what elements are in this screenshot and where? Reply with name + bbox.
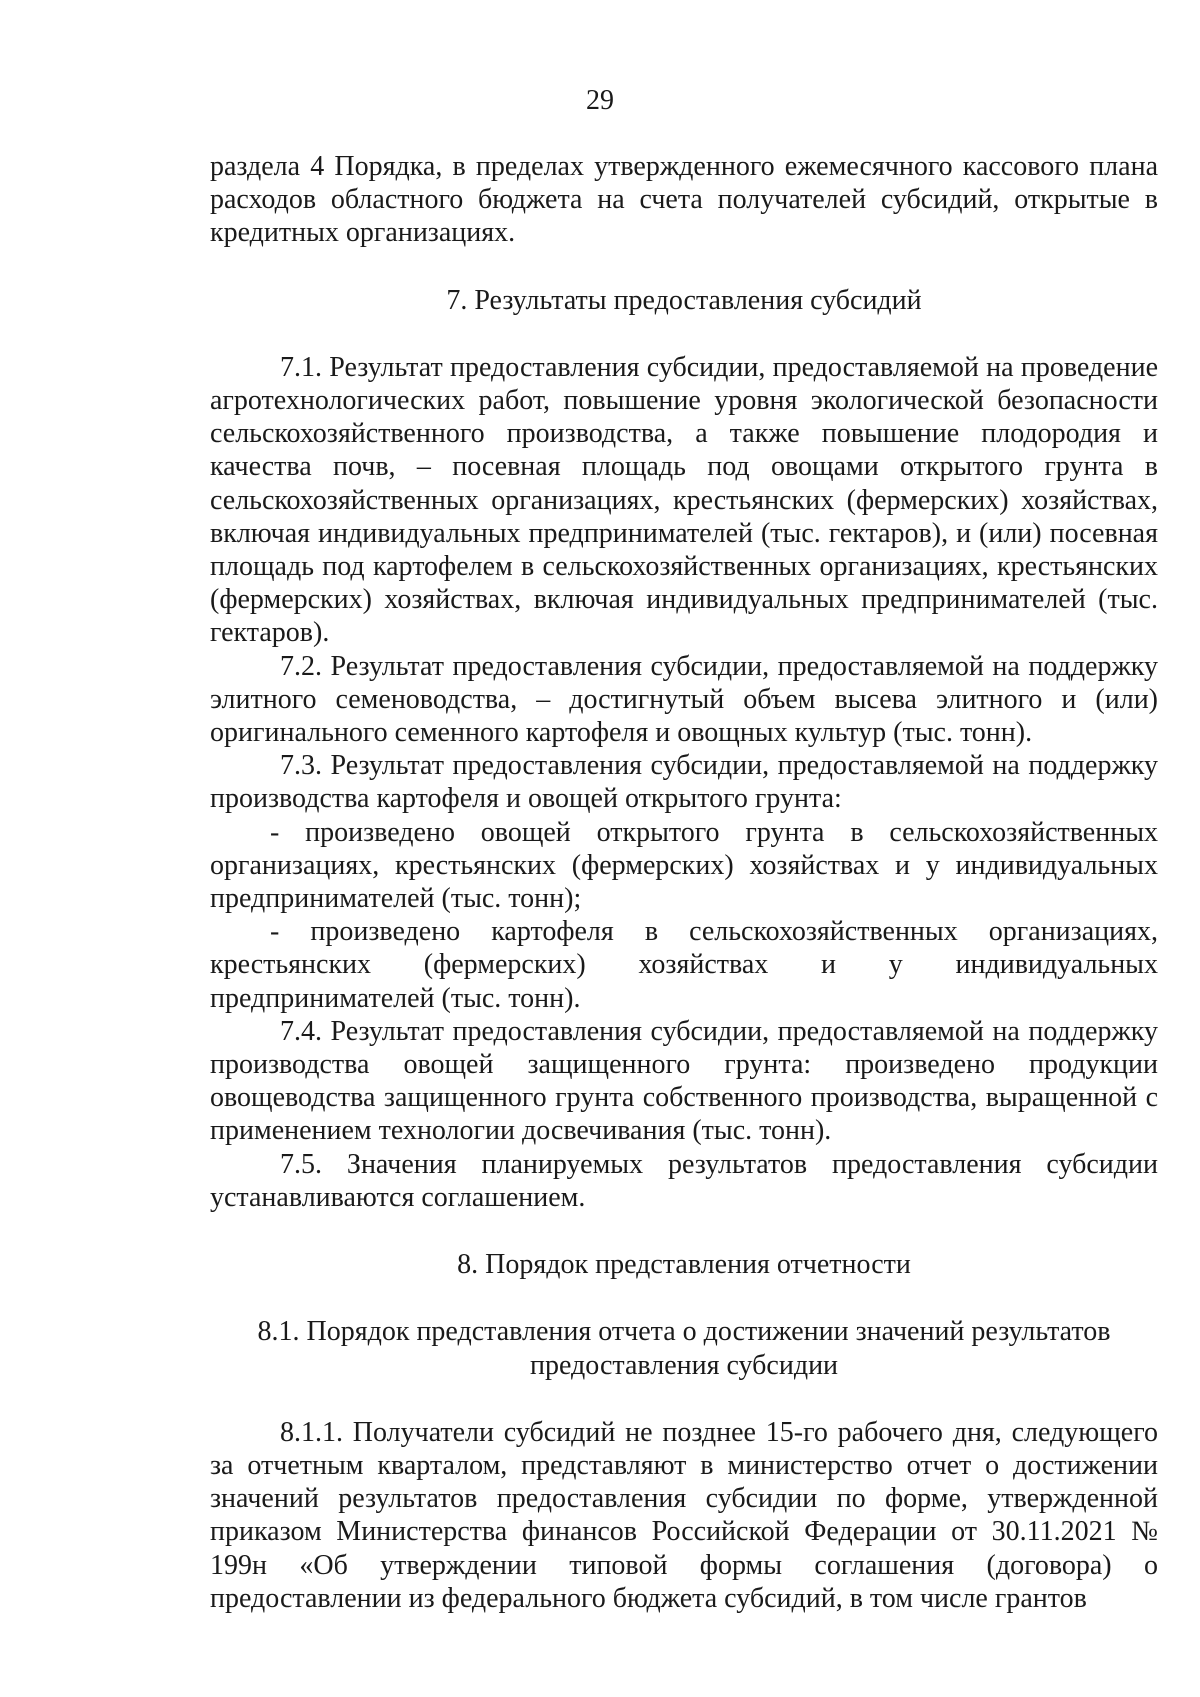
paragraph-7-4: 7.4. Результат предоставления субсидии, предоставляемой на поддержку производства овощей защищенного грунта: произведено продукции овощеводства защищенного грунта собственного производства, выращенной с применением технологии досвечивания (тыс. тонн). <box>210 1015 1158 1147</box>
document-body <box>210 150 1158 1615</box>
list-item-vegetables: - произведено овощей открытого грунта в сельскохозяйственных организациях, крестьянских (фермерских) хозяйствах и у индивидуальных предпринимателей (тыс. тонн); <box>210 816 1158 915</box>
list-item-potatoes: - произведено картофеля в сельскохозяйственных организациях, крестьянских (фермерских) хозяйствах и у индивидуальных предпринимателей (тыс. тонн). <box>210 916 1158 1014</box>
section-8-heading: 8. Порядок представления отчетности <box>457 1249 911 1281</box>
paragraph-7-2: 7.2. Результат предоставления субсидии, предоставляемой на поддержку элитного семеноводства, – достигнутый объем высева элитного и (или) оригинального семенного картофеля и овощных культур (тыс. тонн). <box>210 650 1158 749</box>
paragraph-7-1: 7.1. Результат предоставления субсидии, предоставляемой на проведение агротехнологических работ, повышение уровня экологической безопасности сельскохозяйственного производства, а также повышение плодородия и качества почв, – посевная площадь под овощами открытого грунта в сельскохозяйственных организациях, крестьянских (фермерских) хозяйствах, включая индивидуальных предпринимателей (тыс. гектаров), и (или) посевная площадь под картофелем в сельскохозяйственных организациях, крестьянских (фермерских) хозяйствах, включая индивидуальных предпринимателей (тыс. гектаров). <box>210 351 1158 649</box>
section-7-heading: 7. Результаты предоставления субсидий <box>446 284 922 316</box>
subsection-8-1-heading: 8.1. Порядок представления отчета о достижении значений результатов предоставления субсидии <box>257 1316 1111 1381</box>
intro-paragraph: раздела 4 Порядка, в пределах утвержденного ежемесячного кассового плана расходов областного бюджета на счета получателей субсидий, открытые в кредитных организациях. <box>210 151 1158 249</box>
page-number: 29 <box>586 85 614 116</box>
paragraph-7-3: 7.3. Результат предоставления субсидии, предоставляемой на поддержку производства картофеля и овощей открытого грунта: <box>210 750 1158 815</box>
paragraph-8-1-1: 8.1.1. Получатели субсидий не позднее 15-го рабочего дня, следующего за отчетным кварталом, представляют в министерство отчет о достижении значений результатов предоставления субсидии по форме, утвержденной приказом Министерства финансов Российской Федерации от 30.11.2021 № 199н «Об утверждении типовой формы соглашения (договора) о предоставлении из федерального бюджета субсидий, в том числе грантов <box>210 1416 1158 1614</box>
paragraph-7-5: 7.5. Значения планируемых результатов предоставления субсидии устанавливаются соглашением. <box>210 1148 1158 1213</box>
